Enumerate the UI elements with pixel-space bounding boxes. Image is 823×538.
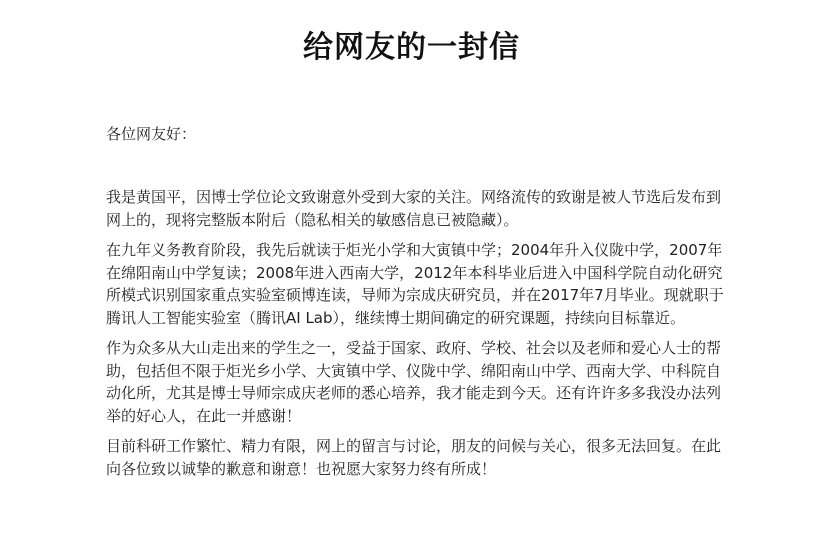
paragraph-line: 目前科研工作繁忙、精力有限，网上的留言与讨论，朋友的问候与关心，很多无法回复。在此 xyxy=(106,437,722,455)
paragraph-line: 举的好心人，在此一并感谢！ xyxy=(106,406,302,425)
paragraph-line: 在九年义务教育阶段，我先后就读于炬光小学和大寅镇中学；2004年升入仪陇中学，2007年 xyxy=(106,241,723,259)
paragraph-line: 我是黄国平，因博士学位论文致谢意外受到大家的关注。网络流传的致谢是被人节选后发布到 xyxy=(106,188,722,206)
paragraph-line: 腾讯人工智能实验室（腾讯AI Lab），继续博士期间确定的研究课题，持续向目标靠近。 xyxy=(106,308,686,327)
paragraph-4 xyxy=(106,435,724,480)
paragraph-line: 在绵阳南山中学复读；2008年进入西南大学，2012年本科毕业后进入中国科学院自动化研究 xyxy=(106,263,723,282)
paragraph-2 xyxy=(106,239,724,329)
paragraph-line: 网上的，现将完整版本附后（隐私相关的敏感信息已被隐藏）。 xyxy=(106,210,519,229)
page-title: 给网友的一封信 xyxy=(303,30,520,65)
paragraph-line: 向各位致以诚挚的歉意和谢意！也祝愿大家努力终有所成！ xyxy=(106,459,497,478)
paragraph-1 xyxy=(106,186,724,231)
letter-greeting: 各位网友好： xyxy=(106,125,197,143)
paragraph-line: 作为众多从大山走出来的学生之一，受益于国家、政府、学校、社会以及老师和爱心人士的帮 xyxy=(106,339,722,357)
paragraph-line: 助，包括但不限于炬光乡小学、大寅镇中学、仪陇中学、绵阳南山中学、西南大学、中科院自 xyxy=(106,361,722,380)
paragraph-3 xyxy=(106,337,724,427)
paragraph-line: 动化所，尤其是博士导师宗成庆老师的悉心培养，我才能走到今天。还有许许多多我没办法列 xyxy=(106,384,722,402)
letter-body xyxy=(106,186,724,488)
paragraph-line: 所模式识别国家重点实验室硕博连读，导师为宗成庆研究员，并在2017年7月毕业。现就职于 xyxy=(106,286,724,304)
